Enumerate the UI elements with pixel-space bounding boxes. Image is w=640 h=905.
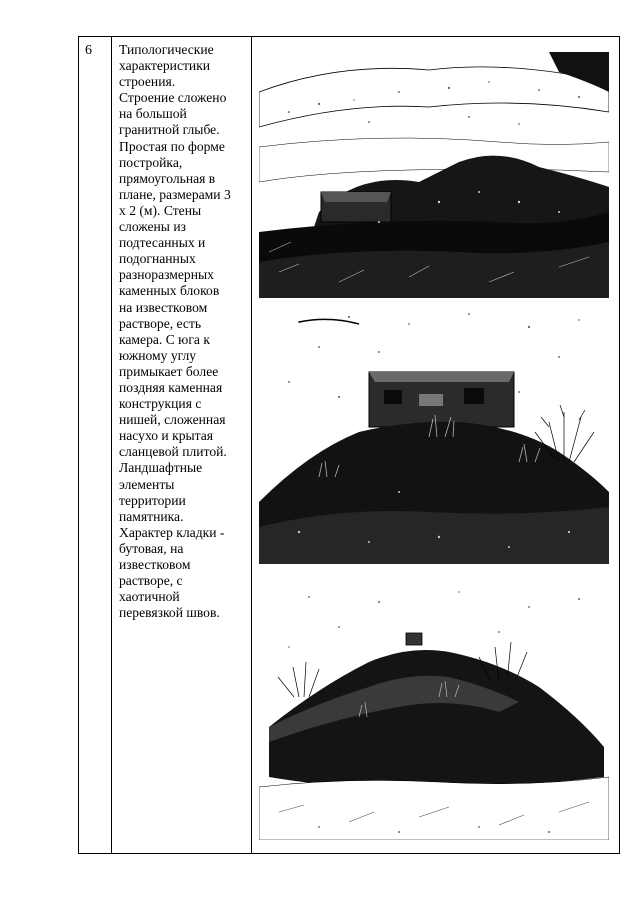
- description-line: перевязкой швов.: [119, 605, 220, 621]
- description-line: нишей, сложенная: [119, 412, 226, 428]
- column-divider: [111, 37, 112, 853]
- description-line: на большой: [119, 106, 187, 122]
- description-line: сланцевой плитой.: [119, 444, 227, 460]
- description-line: Строение сложено: [119, 90, 227, 106]
- description-line: Типологические: [119, 42, 214, 57]
- row-number: 6: [85, 43, 92, 58]
- description-line: характеристики: [119, 58, 211, 74]
- description-line: бутовая, на: [119, 540, 184, 556]
- description-line: хаотичной: [119, 589, 180, 605]
- description-line: насухо и крытая: [119, 428, 214, 444]
- description-line: х 2 (м). Стены: [119, 202, 202, 218]
- description-line: Ландшафтные: [119, 460, 203, 476]
- photo-structure-hillside: [259, 52, 609, 298]
- description-line: известковом: [119, 557, 191, 572]
- description-line: каменных блоков: [119, 283, 220, 299]
- column-divider: [251, 37, 252, 853]
- description-line: на известковом: [119, 299, 208, 315]
- description-line: растворе, с: [119, 573, 183, 589]
- description-line: поздняя каменная: [119, 379, 223, 395]
- description-line: строения.: [119, 74, 176, 90]
- description-line: южному углу: [119, 347, 197, 363]
- description-line: элементы: [119, 476, 175, 492]
- row-description: [119, 42, 251, 621]
- description-line: прямоугольная в: [119, 170, 216, 186]
- photo-ruined-building-mound: [259, 302, 609, 564]
- description-line: растворе, есть: [119, 315, 202, 331]
- description-line: конструкция с: [119, 396, 202, 412]
- photo-overgrown-mound: [259, 577, 609, 840]
- description-line: сложены из: [119, 219, 186, 235]
- description-line: территории: [119, 492, 186, 508]
- description-line: подтесанных и: [119, 235, 206, 251]
- description-line: камера. С юга к: [119, 331, 210, 347]
- description-line: постройка,: [119, 154, 183, 170]
- description-line: гранитной глыбе.: [119, 122, 220, 138]
- description-line: Простая по форме: [119, 138, 225, 154]
- monument-table: [78, 36, 620, 854]
- description-line: Характер кладки -: [119, 524, 225, 540]
- description-line: подогнанных: [119, 251, 196, 267]
- description-line: примыкает более: [119, 363, 219, 379]
- description-line: разноразмерных: [119, 267, 214, 283]
- description-line: памятника.: [119, 508, 184, 524]
- description-line: плане, размерами 3: [119, 186, 231, 202]
